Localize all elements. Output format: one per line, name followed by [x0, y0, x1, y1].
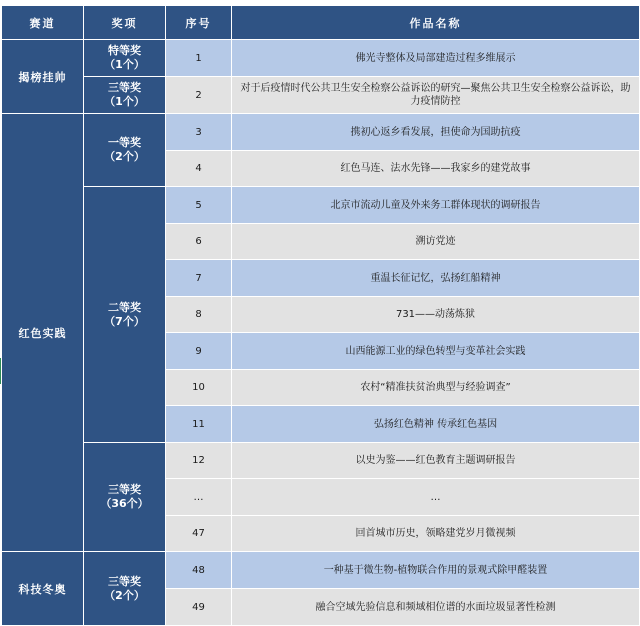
award-count: （1个）	[104, 58, 145, 71]
awards-table	[1, 5, 640, 626]
title-cell: 山西能源工业的绿色转型与变革社会实践	[232, 333, 640, 370]
category-cell	[2, 40, 84, 114]
award-name: 一等奖	[108, 136, 141, 149]
award-name: 三等奖	[108, 574, 141, 588]
index-cell: 11	[166, 406, 232, 443]
award-count: （2个）	[104, 150, 145, 163]
title-cell: …	[232, 479, 640, 516]
title-cell: 溯访党迹	[232, 224, 640, 260]
award-cell	[84, 552, 166, 626]
award-cell	[84, 77, 166, 114]
table-row	[2, 552, 640, 589]
award-cell	[84, 187, 166, 443]
category-label: 科技冬奥	[18, 582, 67, 596]
title-cell: 携初心返乡看发展，担使命为国助抗疫	[232, 114, 640, 151]
table-row	[2, 77, 640, 114]
index-cell: …	[166, 479, 232, 516]
header-index: 序号	[166, 6, 232, 40]
title-cell: 红色马连、法水先锋——我家乡的建党故事	[232, 151, 640, 187]
award-cell	[84, 443, 166, 552]
award-count: （36个）	[100, 497, 149, 510]
award-name: 特等奖	[108, 44, 141, 57]
header-row	[2, 6, 640, 40]
category-label: 红色实践	[18, 326, 67, 340]
title-cell: 弘扬红色精神 传承红色基因	[232, 406, 640, 443]
table-row	[2, 40, 640, 77]
header-category: 赛道	[2, 6, 84, 40]
index-cell: 2	[166, 77, 232, 114]
index-cell: 5	[166, 187, 232, 224]
title-cell: 对于后疫情时代公共卫生安全检察公益诉讼的研究—聚焦公共卫生安全检察公益诉讼，助力疫情防控	[232, 77, 640, 114]
table-row	[2, 187, 640, 224]
title-cell: 以史为鉴——红色教育主题调研报告	[232, 443, 640, 479]
category-label: 揭榜挂帅	[18, 70, 67, 84]
award-count: （7个）	[104, 314, 145, 328]
header-award: 奖项	[84, 6, 166, 40]
award-count: （2个）	[104, 588, 145, 602]
category-cell	[2, 552, 84, 626]
index-cell: 4	[166, 151, 232, 187]
index-cell: 10	[166, 370, 232, 406]
award-cell	[84, 40, 166, 77]
index-cell: 7	[166, 260, 232, 297]
index-cell: 6	[166, 224, 232, 260]
title-cell: 回首城市历史，领略建党岁月微视频	[232, 516, 640, 552]
award-count: （1个）	[104, 95, 145, 108]
index-cell: 49	[166, 589, 232, 626]
title-cell: 农村“精准扶贫治典型与经验调查”	[232, 370, 640, 406]
title-cell: 重温长征记忆，弘扬红船精神	[232, 260, 640, 297]
category-cell	[2, 114, 84, 552]
title-cell: 融合空域先验信息和频域相位谱的水面垃圾显著性检测	[232, 589, 640, 626]
table-row	[2, 443, 640, 479]
index-cell: 9	[166, 333, 232, 370]
index-cell: 48	[166, 552, 232, 589]
title-cell: 731——动荡炼狱	[232, 297, 640, 333]
title-cell: 一种基于微生物-植物联合作用的景观式除甲醛装置	[232, 552, 640, 589]
index-cell: 12	[166, 443, 232, 479]
index-cell: 8	[166, 297, 232, 333]
award-name: 二等奖	[108, 300, 141, 314]
header-title: 作品名称	[232, 6, 640, 40]
index-cell: 3	[166, 114, 232, 151]
title-cell: 佛光寺整体及局部建造过程多维展示	[232, 40, 640, 77]
index-cell: 1	[166, 40, 232, 77]
table-row	[2, 114, 640, 151]
title-cell: 北京市流动儿童及外来务工群体现状的调研报告	[232, 187, 640, 224]
index-cell: 47	[166, 516, 232, 552]
award-cell	[84, 114, 166, 187]
award-name: 三等奖	[108, 81, 141, 94]
award-name: 三等奖	[108, 483, 141, 496]
